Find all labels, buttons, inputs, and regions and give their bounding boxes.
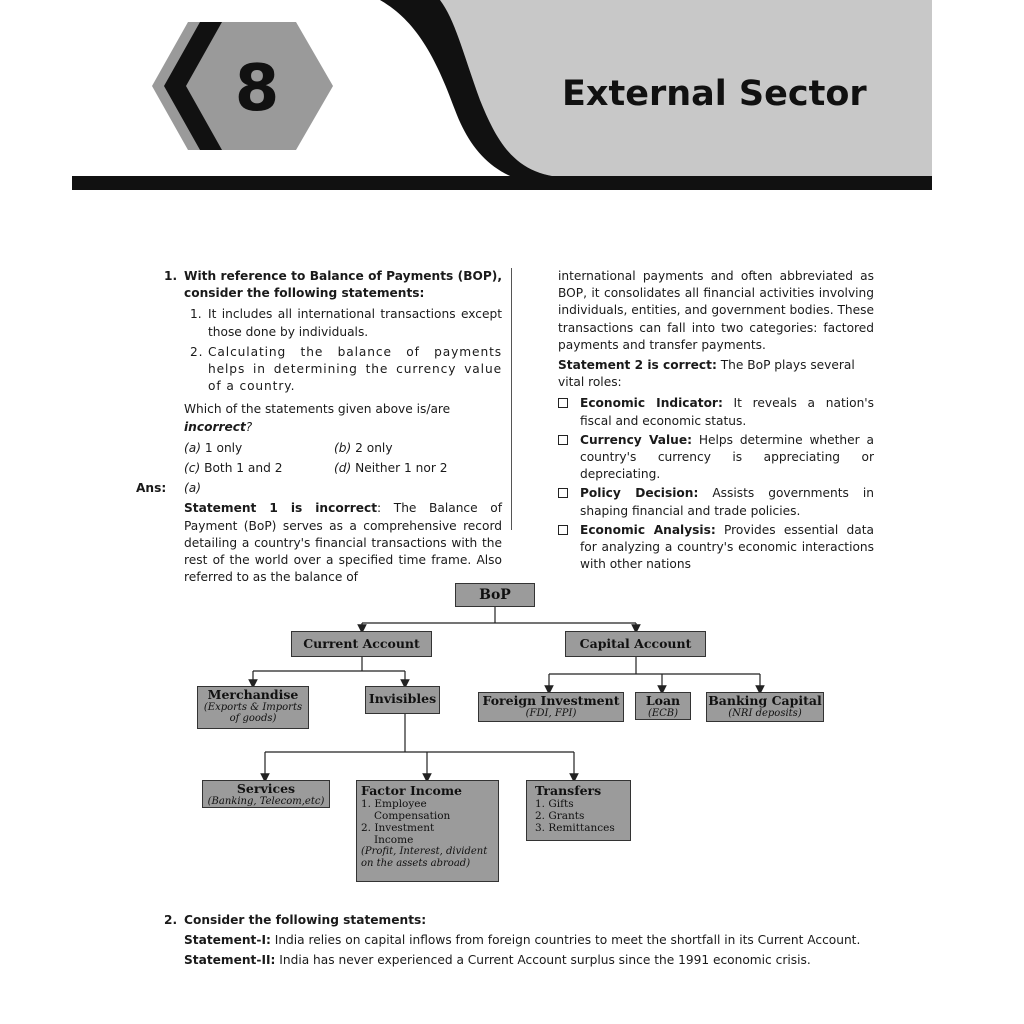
- statement-1-explanation: Statement 1 is incorrect: The Balance of Payment (BoP) serves as a comprehensive record detailing a country's financial transactions with the rest of the world over a specified time frame. Also referred to as the balance of: [184, 501, 502, 585]
- node-merchandise: Merchandise (Exports & Imports of goods): [197, 686, 309, 729]
- node-bop: BoP: [455, 583, 535, 607]
- role-economic-analysis: Economic Analysis: Provides essential data for analyzing a country's economic interactions with other nations: [558, 522, 874, 574]
- question-text: With reference to Balance of Payments (BOP), consider the following statements:: [184, 269, 502, 301]
- chapter-number: 8: [234, 52, 280, 126]
- question-2-statement-2: Statement-II: India has never experienced a Current Account surplus since the 1991 economic crisis.: [184, 953, 811, 967]
- question-number: 1.: [164, 269, 178, 283]
- question-2-number: 2.: [164, 913, 178, 927]
- node-factor-income: Factor Income 1. Employee Compensation 2. Investment Income (Profit, Interest, divident on the assets abroad): [356, 780, 499, 882]
- role-currency-value: Currency Value: Helps determine whether a country's currency is appreciating or depreciating.: [558, 432, 874, 484]
- statement-1: 1. It includes all international transactions except those done by individuals.: [190, 307, 502, 339]
- node-invisibles: Invisibles: [365, 686, 440, 714]
- statement-2: 2. Calculating the balance of payments helps in determining the currency value of a country.: [190, 344, 502, 394]
- node-loan: Loan (ECB): [635, 692, 691, 720]
- option-c: (c) Both 1 and 2: [184, 461, 283, 476]
- statement-2-explanation: Statement 2 is correct: The BoP plays several vital roles:: [558, 358, 855, 390]
- option-b: (b) 2 only: [334, 440, 393, 455]
- section-banner: Objective Questions for Practice: [340, 229, 608, 247]
- question-2-text: Consider the following statements:: [184, 913, 427, 927]
- node-capital-account: Capital Account: [565, 631, 706, 657]
- answer-row: Ans: (a): [136, 481, 201, 496]
- which-prompt: Which of the statements given above is/are incorrect?: [184, 402, 451, 434]
- option-d: (d) Neither 1 nor 2: [334, 461, 448, 476]
- question-2-statement-1: Statement-I: India relies on capital inflows from foreign countries to meet the shortfall in its Current Account.: [184, 933, 861, 947]
- role-economic-indicator: Economic Indicator: It reveals a nation's fiscal and economic status.: [558, 395, 874, 429]
- chapter-title: External Sector: [562, 74, 867, 114]
- role-policy-decision: Policy Decision: Assists governments in shaping financial and trade policies.: [558, 485, 874, 519]
- question-2: [150, 910, 910, 970]
- node-foreign-investment: Foreign Investment (FDI, FPI): [478, 692, 624, 722]
- node-current-account: Current Account: [291, 631, 432, 657]
- continued-explanation: international payments and often abbreviated as BOP, it consolidates all financial activities involving individuals, entities, and government bodies. These transactions can fall into two categories: factored payments and transfer payments.: [558, 269, 874, 352]
- node-services: Services (Banking, Telecom,etc): [202, 780, 330, 808]
- option-a: (a) 1 only: [184, 440, 243, 455]
- node-banking-capital: Banking Capital (NRI deposits): [706, 692, 824, 722]
- node-transfers: Transfers 1. Gifts 2. Grants 3. Remittances: [526, 780, 631, 841]
